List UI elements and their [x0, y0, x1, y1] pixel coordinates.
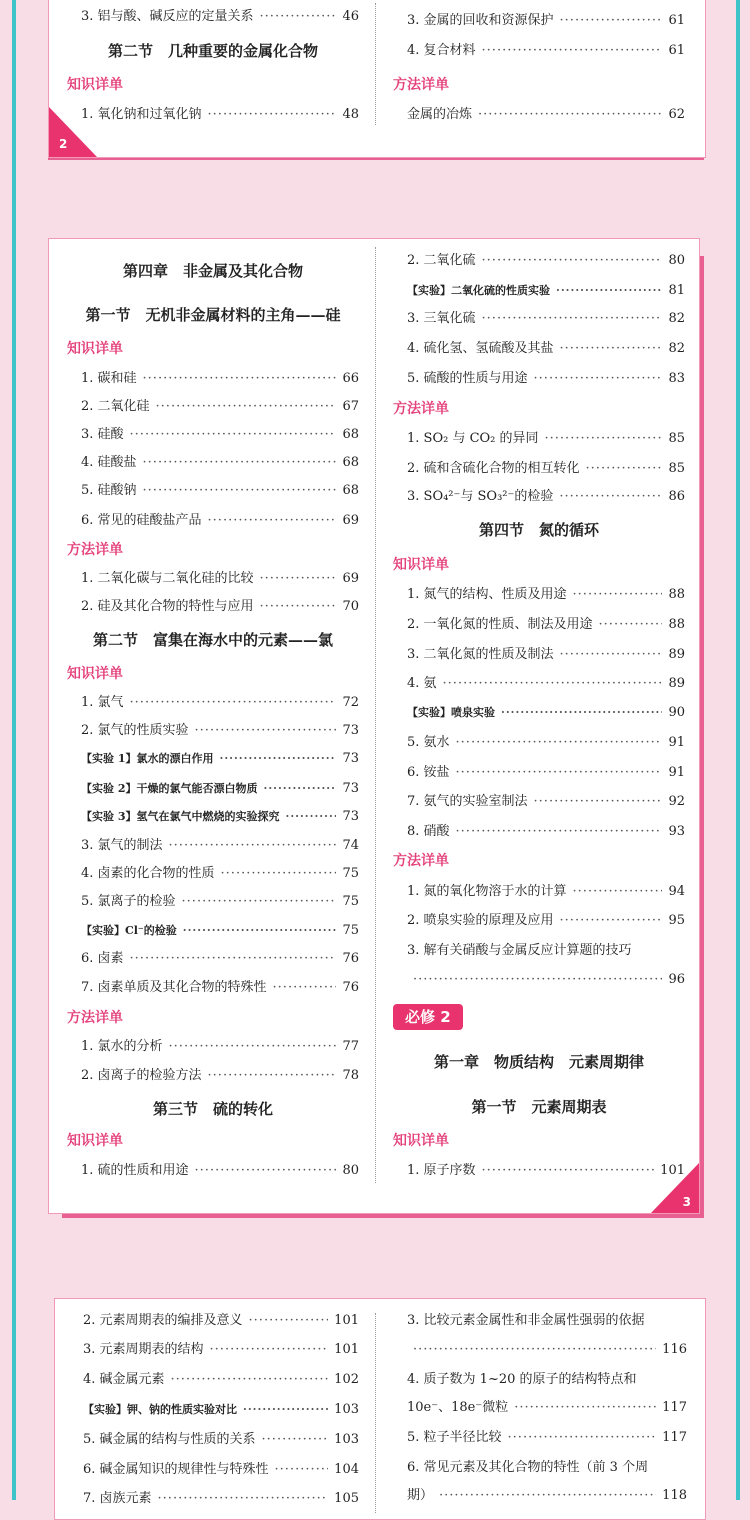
- dot-leader: [556, 281, 662, 301]
- page-ref: 75: [342, 894, 359, 909]
- toc-entry: [393, 459, 685, 479]
- toc-entry: [67, 7, 359, 27]
- page-ref: 61: [668, 13, 685, 28]
- page-ref: 85: [668, 461, 685, 476]
- page-ref: 83: [668, 371, 685, 386]
- dot-leader: [130, 949, 337, 969]
- entry-title: 5. 碱金属的结构与性质的关系: [83, 1432, 256, 1447]
- dot-leader: [560, 339, 663, 359]
- page-ref: 72: [342, 695, 359, 710]
- page-ref: 117: [662, 1430, 687, 1445]
- toc-card-3: [54, 1298, 706, 1520]
- column-divider: [375, 1313, 376, 1513]
- toc-entry: [67, 425, 359, 445]
- dot-leader: [263, 779, 336, 799]
- page-ref: 82: [668, 311, 685, 326]
- section-heading: 第二节 几种重要的金属化合物: [107, 42, 318, 60]
- column-divider: [375, 3, 376, 125]
- dot-leader: [208, 1066, 337, 1086]
- entry-title: 6. 铵盐: [407, 765, 450, 780]
- page-ref: 92: [668, 794, 685, 809]
- dot-leader: [260, 569, 337, 589]
- dot-leader: [482, 251, 663, 271]
- entry-title: 4. 复合材料: [407, 43, 476, 58]
- toc-entry: [67, 949, 359, 969]
- page-ref: 101: [334, 1313, 359, 1328]
- page-ref: 101: [660, 1163, 685, 1178]
- dot-leader: [130, 693, 337, 713]
- toc-entry: [393, 1161, 685, 1181]
- page-ref: 68: [342, 455, 359, 470]
- page-ref: 66: [342, 371, 359, 386]
- dot-leader: [171, 1370, 329, 1390]
- page-ref: 103: [334, 1432, 359, 1447]
- dot-leader: [599, 615, 663, 635]
- entry-title: 【实验 3】氢气在氯气中燃烧的实验探究: [81, 810, 280, 823]
- page-ref: 75: [342, 866, 359, 881]
- page-ref: 75: [342, 923, 359, 938]
- page-ref: 89: [668, 647, 685, 662]
- dot-leader: [169, 836, 337, 856]
- experiment-entry: [393, 703, 685, 723]
- toc-card-1: [48, 0, 706, 158]
- page-ref: 88: [668, 617, 685, 632]
- entry-title: 【实验 2】干燥的氯气能否漂白物质: [81, 782, 258, 795]
- dot-leader: [275, 1460, 329, 1480]
- toc-entry: [393, 822, 685, 842]
- page-ref: 62: [668, 107, 685, 122]
- toc-entry: [67, 1037, 359, 1057]
- entry-title: 1. 原子序数: [407, 1163, 476, 1178]
- toc-entry-text: [393, 941, 685, 961]
- page-ref: 95: [668, 913, 685, 928]
- section-heading: 第一节 无机非金属材料的主角——硅: [85, 306, 341, 324]
- toc-entry: [393, 1428, 687, 1448]
- dot-leader: [413, 1340, 656, 1360]
- toc-entry: [69, 1460, 359, 1480]
- toc-entry: [69, 1489, 359, 1509]
- page-ref: 67: [342, 399, 359, 414]
- toc-entry: [393, 1486, 687, 1506]
- dot-leader: [260, 597, 337, 617]
- toc-entry: [67, 511, 359, 531]
- page-ref: 80: [668, 253, 685, 268]
- entry-title: 4. 硫化氢、氢硫酸及其盐: [407, 341, 554, 356]
- page-ref: 118: [662, 1488, 687, 1503]
- dot-leader: [243, 1400, 328, 1420]
- toc-entry: [67, 721, 359, 741]
- section-heading: 第二节 富集在海水中的元素——氯: [92, 631, 333, 649]
- entry-title: 7. 卤族元素: [83, 1491, 152, 1506]
- page-ref: 94: [668, 884, 685, 899]
- page-ref: 117: [662, 1400, 687, 1415]
- toc-entry: [393, 733, 685, 753]
- dot-leader: [195, 1161, 337, 1181]
- page-ref: 96: [668, 972, 685, 987]
- toc-entry: [67, 105, 359, 125]
- dot-leader: [260, 7, 337, 27]
- dot-leader: [249, 1311, 329, 1331]
- page-ref: 76: [342, 951, 359, 966]
- dot-leader: [158, 1489, 329, 1509]
- entry-title: 1. 碳和硅: [81, 371, 137, 386]
- dot-leader: [156, 397, 337, 417]
- page-ref: 102: [334, 1372, 359, 1387]
- page-corner: [49, 107, 97, 157]
- dot-leader: [208, 511, 337, 531]
- entry-title: 1. 氯水的分析: [81, 1039, 163, 1054]
- toc-entry: [393, 309, 685, 329]
- dot-leader: [195, 721, 337, 741]
- category-heading: 知识详单: [393, 1133, 449, 1149]
- entry-title: 4. 质子数为 1~20 的原子的结构特点和: [407, 1372, 637, 1387]
- toc-entry: [67, 892, 359, 912]
- experiment-entry: [393, 281, 685, 301]
- dot-leader: [545, 429, 663, 449]
- left-border-stripe: [12, 0, 16, 1500]
- entry-title: 3. 氯气的制法: [81, 838, 163, 853]
- entry-title: 3. 比较元素金属性和非金属性强弱的依据: [407, 1313, 645, 1328]
- entry-title: 5. 氯离子的检验: [81, 894, 176, 909]
- dot-leader: [482, 1161, 655, 1181]
- experiment-entry: [67, 749, 359, 769]
- column-divider: [375, 247, 376, 1183]
- page-ref: 77: [342, 1039, 359, 1054]
- dot-leader: [501, 703, 662, 723]
- entry-title: 2. 硫和含硫化合物的相互转化: [407, 461, 580, 476]
- entry-title: 4. 氨: [407, 676, 437, 691]
- page-corner: [651, 1163, 699, 1213]
- toc-entry: [393, 429, 685, 449]
- page-ref: 69: [342, 571, 359, 586]
- dot-leader: [262, 1430, 329, 1450]
- toc-entry: [393, 615, 685, 635]
- dot-leader: [456, 822, 663, 842]
- toc-entry: [67, 569, 359, 589]
- entry-title: 【实验】喷泉实验: [407, 706, 495, 719]
- experiment-entry: [69, 1400, 359, 1420]
- page-ref: 68: [342, 427, 359, 442]
- page-ref: 68: [342, 483, 359, 498]
- page-ref: 73: [342, 809, 359, 824]
- section-heading: 第四章 非金属及其化合物: [122, 262, 303, 280]
- section-heading: 第三节 硫的转化: [152, 1100, 273, 1118]
- entry-title: 2. 二氧化硫: [407, 253, 476, 268]
- entry-title: 期）: [407, 1488, 434, 1503]
- entry-title: 2. 氯气的性质实验: [81, 723, 189, 738]
- category-heading: 方法详单: [67, 542, 123, 558]
- experiment-entry: [67, 921, 359, 941]
- dot-leader: [573, 882, 663, 902]
- dot-leader: [482, 41, 663, 61]
- entry-title: 6. 碱金属知识的规律性与特殊性: [83, 1462, 269, 1477]
- dot-leader: [221, 864, 337, 884]
- entry-title: 2. 卤离子的检验方法: [81, 1068, 202, 1083]
- entry-title: 2. 硅及其化合物的特性与应用: [81, 599, 254, 614]
- section-heading: 第一章 物质结构 元素周期律: [433, 1053, 644, 1071]
- page-ref: 93: [668, 824, 685, 839]
- section-heading: 第四节 氮的循环: [478, 521, 599, 539]
- dot-leader: [559, 487, 662, 507]
- page-ref: 89: [668, 676, 685, 691]
- entry-title: 【实验】钾、钠的性质实验对比: [83, 1403, 237, 1416]
- entry-title: 1. 氮的氧化物溶于水的计算: [407, 884, 567, 899]
- entry-title: 3. 铝与酸、碱反应的定量关系: [81, 9, 254, 24]
- page-ref: 70: [342, 599, 359, 614]
- entry-title: 8. 硝酸: [407, 824, 450, 839]
- category-heading: 方法详单: [393, 401, 449, 417]
- dot-leader: [573, 585, 663, 605]
- dot-leader: [219, 749, 336, 769]
- dot-leader: [456, 763, 663, 783]
- page-ref: 86: [668, 489, 685, 504]
- toc-entry: [67, 481, 359, 501]
- page-ref: 48: [342, 107, 359, 122]
- page-ref: 105: [334, 1491, 359, 1506]
- dot-leader: [413, 970, 662, 990]
- page-number: 3: [682, 1195, 691, 1209]
- entry-title: 3. 硅酸: [81, 427, 124, 442]
- toc-entry: [393, 339, 685, 359]
- module-badge: 必修 2: [393, 1004, 463, 1030]
- dot-leader: [130, 425, 337, 445]
- page-ref: 69: [342, 513, 359, 528]
- toc-entry: [393, 11, 685, 31]
- toc-entry: [393, 792, 685, 812]
- toc-entry: [67, 864, 359, 884]
- toc-entry: [67, 453, 359, 473]
- dot-leader: [478, 105, 662, 125]
- toc-entry: [393, 105, 685, 125]
- entry-title: 5. 硫酸的性质与用途: [407, 371, 528, 386]
- toc-entry: [67, 978, 359, 998]
- page-ref: 91: [668, 735, 685, 750]
- entry-title: 7. 卤素单质及其化合物的特殊性: [81, 980, 267, 995]
- entry-title: 【实验】二氧化硫的性质实验: [407, 284, 550, 297]
- page-ref: 103: [334, 1402, 359, 1417]
- dot-leader: [534, 369, 663, 389]
- entry-title: 3. 三氧化硫: [407, 311, 476, 326]
- entry-title: 10e⁻、18e⁻微粒: [407, 1400, 509, 1415]
- entry-title: 5. 硅酸钠: [81, 483, 137, 498]
- toc-entry: [393, 585, 685, 605]
- category-heading: 知识详单: [67, 77, 123, 93]
- page-ref: 76: [342, 980, 359, 995]
- toc-entry: [69, 1370, 359, 1390]
- toc-entry: [67, 693, 359, 713]
- experiment-entry: [67, 779, 359, 799]
- category-heading: 知识详单: [67, 341, 123, 357]
- entry-title: 4. 卤素的化合物的性质: [81, 866, 215, 881]
- page-ref: 46: [342, 9, 359, 24]
- toc-entry: [67, 369, 359, 389]
- entry-title: 1. SO₂ 与 CO₂ 的异同: [407, 431, 539, 446]
- dot-leader: [439, 1486, 656, 1506]
- entry-title: 金属的冶炼: [407, 107, 473, 122]
- entry-title: 5. 粒子半径比较: [407, 1430, 502, 1445]
- dot-leader: [508, 1428, 657, 1448]
- right-border-stripe: [736, 0, 740, 1500]
- toc-entry: [393, 487, 685, 507]
- page-ref: 91: [668, 765, 685, 780]
- dot-leader: [514, 1398, 656, 1418]
- toc-entry: [69, 1311, 359, 1331]
- entry-title: 2. 喷泉实验的原理及应用: [407, 913, 554, 928]
- toc-entry-text: [393, 1370, 687, 1390]
- entry-title: 2. 元素周期表的编排及意义: [83, 1313, 243, 1328]
- category-heading: 知识详单: [67, 666, 123, 682]
- dot-leader: [586, 459, 663, 479]
- page-ref: 73: [342, 751, 359, 766]
- experiment-entry: [67, 807, 359, 827]
- page-ref: 85: [668, 431, 685, 446]
- dot-leader: [273, 978, 337, 998]
- entry-title: 2. 一氧化氮的性质、制法及用途: [407, 617, 593, 632]
- toc-entry: [393, 1398, 687, 1418]
- toc-entry: [67, 1066, 359, 1086]
- dot-leader: [182, 892, 337, 912]
- toc-entry-leader: [393, 970, 685, 990]
- dot-leader: [534, 792, 663, 812]
- toc-entry: [69, 1340, 359, 1360]
- entry-title: 6. 常见的硅酸盐产品: [81, 513, 202, 528]
- toc-entry: [67, 836, 359, 856]
- page-ref: 88: [668, 587, 685, 602]
- entry-title: 4. 硅酸盐: [81, 455, 137, 470]
- page-ref: 101: [334, 1342, 359, 1357]
- toc-entry: [393, 41, 685, 61]
- entry-title: 6. 常见元素及其化合物的特性（前 3 个周: [407, 1460, 649, 1475]
- dot-leader: [482, 309, 663, 329]
- toc-entry: [393, 369, 685, 389]
- toc-entry: [393, 882, 685, 902]
- toc-entry-text: [393, 1458, 687, 1478]
- toc-entry-text: [393, 1311, 687, 1331]
- dot-leader: [285, 807, 336, 827]
- category-heading: 方法详单: [393, 853, 449, 869]
- entry-title: 1. 氧化钠和过氧化钠: [81, 107, 202, 122]
- page-ref: 80: [342, 1163, 359, 1178]
- entry-title: 1. 硫的性质和用途: [81, 1163, 189, 1178]
- entry-title: 1. 氮气的结构、性质及用途: [407, 587, 567, 602]
- page-ref: 82: [668, 341, 685, 356]
- entry-title: 3. 解有关硝酸与金属反应计算题的技巧: [407, 943, 632, 958]
- entry-title: 3. 二氧化氮的性质及制法: [407, 647, 554, 662]
- dot-leader: [143, 453, 337, 473]
- page-ref: 78: [342, 1068, 359, 1083]
- entry-title: 1. 氯气: [81, 695, 124, 710]
- toc-card-2: [48, 238, 700, 1214]
- page-ref: 61: [668, 43, 685, 58]
- page-ref: 81: [668, 283, 685, 298]
- entry-title: 6. 卤素: [81, 951, 124, 966]
- dot-leader: [210, 1340, 329, 1360]
- dot-leader: [443, 674, 663, 694]
- entry-title: 5. 氨水: [407, 735, 450, 750]
- toc-entry: [67, 1161, 359, 1181]
- page-ref: 73: [342, 781, 359, 796]
- category-heading: 知识详单: [393, 557, 449, 573]
- toc-entry: [393, 645, 685, 665]
- category-heading: 知识详单: [67, 1133, 123, 1149]
- toc-entry: [393, 911, 685, 931]
- page-ref: 116: [662, 1342, 687, 1357]
- page-ref: 104: [334, 1462, 359, 1477]
- category-heading: 方法详单: [393, 77, 449, 93]
- entry-title: 【实验】Cl⁻的检验: [81, 924, 177, 937]
- dot-leader: [143, 369, 337, 389]
- dot-leader: [183, 921, 337, 941]
- dot-leader: [560, 11, 663, 31]
- page-ref: 90: [668, 705, 685, 720]
- dot-leader: [560, 645, 663, 665]
- entry-title: 3. SO₄²⁻与 SO₃²⁻的检验: [407, 489, 554, 504]
- entry-title: 2. 二氧化硅: [81, 399, 150, 414]
- section-heading: 第一节 元素周期表: [471, 1098, 607, 1116]
- dot-leader: [560, 911, 663, 931]
- dot-leader: [208, 105, 337, 125]
- toc-entry: [393, 674, 685, 694]
- toc-entry-leader: [393, 1340, 687, 1360]
- toc-entry: [393, 251, 685, 271]
- page-number: 2: [59, 137, 68, 151]
- entry-title: 1. 二氧化碳与二氧化硅的比较: [81, 571, 254, 586]
- entry-title: 4. 碱金属元素: [83, 1372, 165, 1387]
- toc-entry: [67, 397, 359, 417]
- dot-leader: [169, 1037, 337, 1057]
- page-ref: 73: [342, 723, 359, 738]
- dot-leader: [143, 481, 337, 501]
- entry-title: 3. 元素周期表的结构: [83, 1342, 204, 1357]
- toc-entry: [393, 763, 685, 783]
- entry-title: 3. 金属的回收和资源保护: [407, 13, 554, 28]
- entry-title: 7. 氨气的实验室制法: [407, 794, 528, 809]
- entry-title: 【实验 1】氯水的漂白作用: [81, 752, 214, 765]
- page-ref: 74: [342, 838, 359, 853]
- toc-entry: [69, 1430, 359, 1450]
- category-heading: 方法详单: [67, 1010, 123, 1026]
- dot-leader: [456, 733, 663, 753]
- toc-entry: [67, 597, 359, 617]
